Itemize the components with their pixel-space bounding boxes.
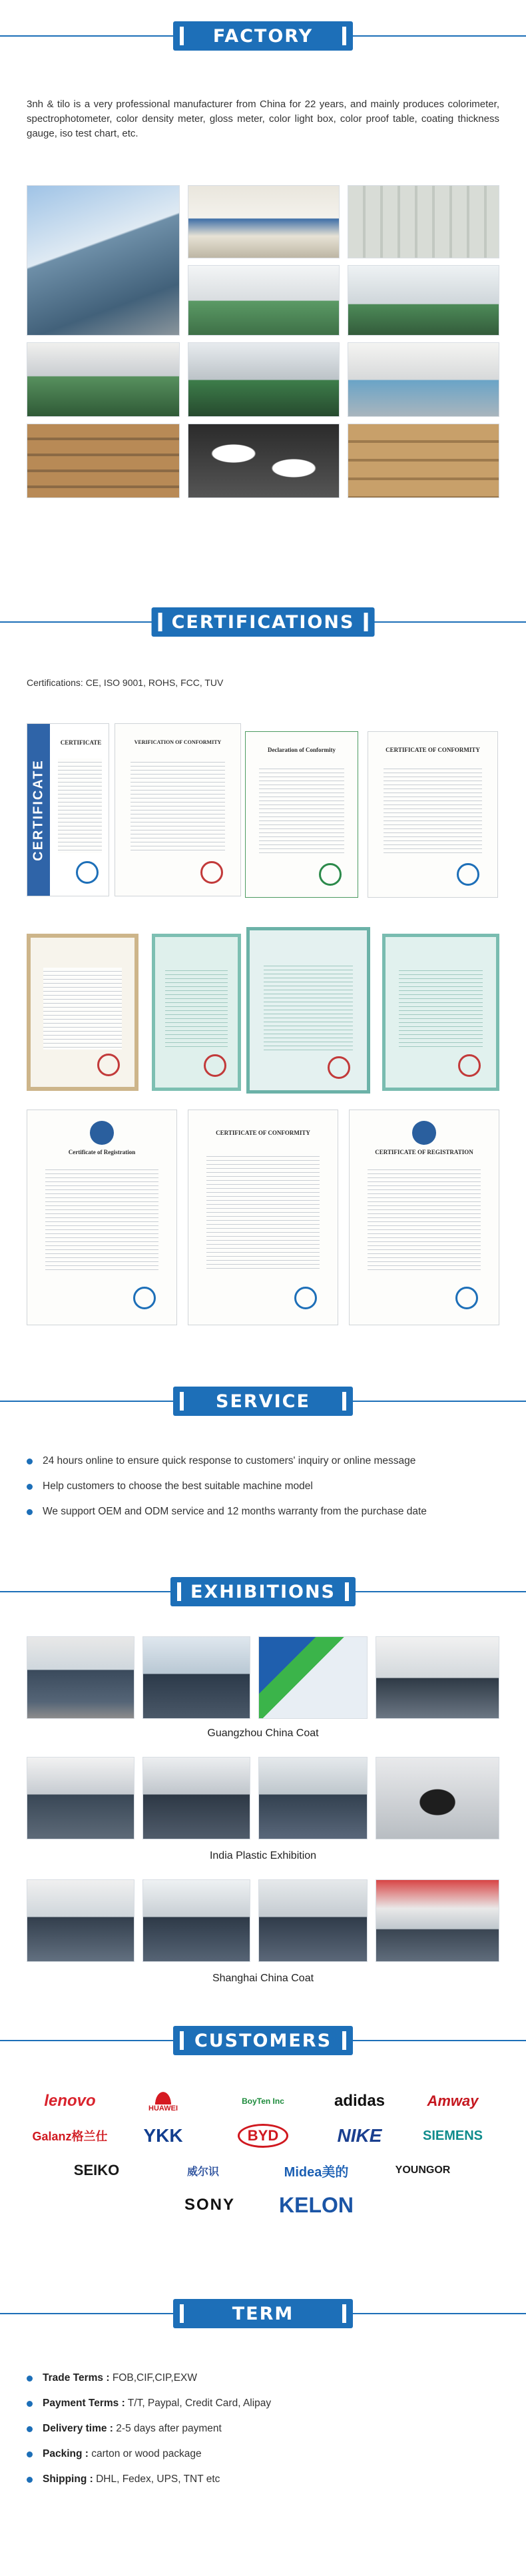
factory-photo-workshop: [188, 265, 340, 336]
service-item: 24 hours online to ensure quick response to customers' inquiry or online message: [27, 1454, 499, 1468]
exhibitions-banner: [0, 1574, 526, 1609]
exhibition-photo: [27, 1757, 134, 1839]
factory-photo-reception: [188, 185, 340, 258]
logo-galanz: Galanz格兰仕: [32, 2130, 108, 2143]
exhibition-photo: [376, 1879, 499, 1962]
logo-weierzhi: 威尔识: [186, 2166, 219, 2178]
logo-siemens: SIEMENS: [422, 2128, 483, 2143]
certificate-side-banner: CERTIFICATE: [31, 759, 46, 861]
huawei-petal-icon: [154, 2090, 172, 2104]
certificate-title-3: Declaration of Conformity: [268, 747, 336, 754]
factory-banner: [0, 19, 526, 53]
exhibition-photo: [258, 1879, 368, 1962]
exhibition-caption: India Plastic Exhibition: [209, 1850, 317, 1861]
factory-photo-products: [188, 424, 340, 498]
exhibition-photo: [142, 1636, 250, 1719]
service-banner: [0, 1384, 526, 1419]
service-item: Help customers to choose the best suitable machine model: [27, 1479, 499, 1494]
service-item: We support OEM and ODM service and 12 months warranty from the purchase date: [27, 1504, 499, 1519]
logo-boyten: BoyTen Inc: [242, 2096, 284, 2106]
certificate-doc-7: [246, 927, 370, 1094]
factory-intro: 3nh & tilo is a very professional manufacturer from China for 22 years, and mainly produces colorimeter, spectrophotometer, color density meter, gloss meter, color light box, color proof table, coating thickness gauge, iso test chart, etc.: [27, 99, 499, 139]
customers-title: CUSTOMERS: [173, 2026, 353, 2055]
factory-photo-office: [348, 185, 499, 258]
certificate-doc-2: [115, 723, 241, 896]
factory-photo-assembly: [348, 265, 499, 336]
certificate-title-4: CERTIFICATE OF CONFORMITY: [386, 747, 480, 754]
logo-kelon: KELON: [279, 2192, 354, 2217]
logo-nike: NIKE: [337, 2125, 382, 2146]
customer-logo-grid: [27, 2086, 499, 2232]
term-item: Trade Terms : FOB,CIF,CIP,EXW: [27, 2371, 499, 2386]
exhibition-caption: Shanghai China Coat: [212, 1973, 314, 1984]
logo-adidas: adidas: [334, 2092, 386, 2110]
term-list: [27, 2371, 499, 2497]
exhibition-photo: [376, 1636, 499, 1719]
certificate-doc-5: [27, 934, 138, 1091]
certificate-title-9: Certificate of Registration: [68, 1148, 136, 1155]
customers-banner: [0, 2023, 526, 2058]
certifications-title: CERTIFICATIONS: [152, 607, 375, 637]
certificate-doc-6: [152, 934, 241, 1091]
factory-title: FACTORY: [173, 21, 353, 51]
exhibition-photo: [142, 1757, 250, 1839]
logo-seiko: SEIKO: [73, 2162, 120, 2178]
certificate-doc-9: [27, 1110, 177, 1325]
logo-midea: Midea美的: [284, 2164, 349, 2180]
certificate-title-2: VERIFICATION OF CONFORMITY: [134, 739, 222, 746]
logo-ykk: YKK: [143, 2125, 183, 2146]
certificate-title-10: CERTIFICATE OF CONFORMITY: [216, 1129, 310, 1136]
certificate-doc-4: [368, 731, 498, 898]
exhibition-photo: [142, 1879, 250, 1962]
certificate-title-1: CERTIFICATE: [60, 739, 102, 747]
factory-photo-packaging: [348, 424, 499, 498]
logo-amway: Amway: [427, 2093, 479, 2109]
certificate-doc-10: [188, 1110, 338, 1325]
term-title: TERM: [173, 2299, 353, 2328]
term-item: Payment Terms : T/T, Paypal, Credit Card, Alipay: [27, 2396, 499, 2411]
exhibition-photo: [258, 1757, 368, 1839]
certificate-doc-8: [382, 934, 499, 1091]
certifications-intro: Certifications: CE, ISO 9001, ROHS, FCC, TUV: [27, 677, 224, 688]
certificate-doc-1: [27, 723, 109, 896]
certifications-banner: [0, 605, 526, 639]
logo-youngor: YOUNGOR: [395, 2164, 451, 2176]
service-title: SERVICE: [173, 1387, 353, 1416]
service-list: [27, 1454, 499, 1530]
exhibition-photo: [376, 1757, 499, 1839]
factory-photo-building: [27, 185, 180, 336]
term-item: Delivery time : 2-5 days after payment: [27, 2421, 499, 2436]
term-item: Shipping : DHL, Fedex, UPS, TNT etc: [27, 2472, 499, 2487]
exhibition-photo: [27, 1636, 134, 1719]
logo-lenovo: lenovo: [44, 2092, 96, 2110]
certificate-doc-11: [349, 1110, 499, 1325]
factory-photo-warehouse: [27, 424, 180, 498]
certificate-doc-3: [245, 731, 358, 898]
logo-sony: SONY: [184, 2196, 235, 2214]
exhibition-photo: [258, 1636, 368, 1719]
term-item: Packing : carton or wood package: [27, 2447, 499, 2461]
logo-byd: BYD: [213, 2120, 313, 2151]
exhibitions-title: EXHIBITIONS: [170, 1577, 356, 1606]
exhibition-photo: [27, 1879, 134, 1962]
factory-photo-production-line: [27, 342, 180, 417]
logo-huawei: HUAWEI: [120, 2086, 206, 2116]
term-banner: [0, 2296, 526, 2331]
factory-photo-technician: [188, 342, 340, 417]
certificate-title-11: CERTIFICATE OF REGISTRATION: [375, 1148, 473, 1155]
factory-photo-testing: [348, 342, 499, 417]
exhibition-caption: Guangzhou China Coat: [207, 1728, 319, 1739]
